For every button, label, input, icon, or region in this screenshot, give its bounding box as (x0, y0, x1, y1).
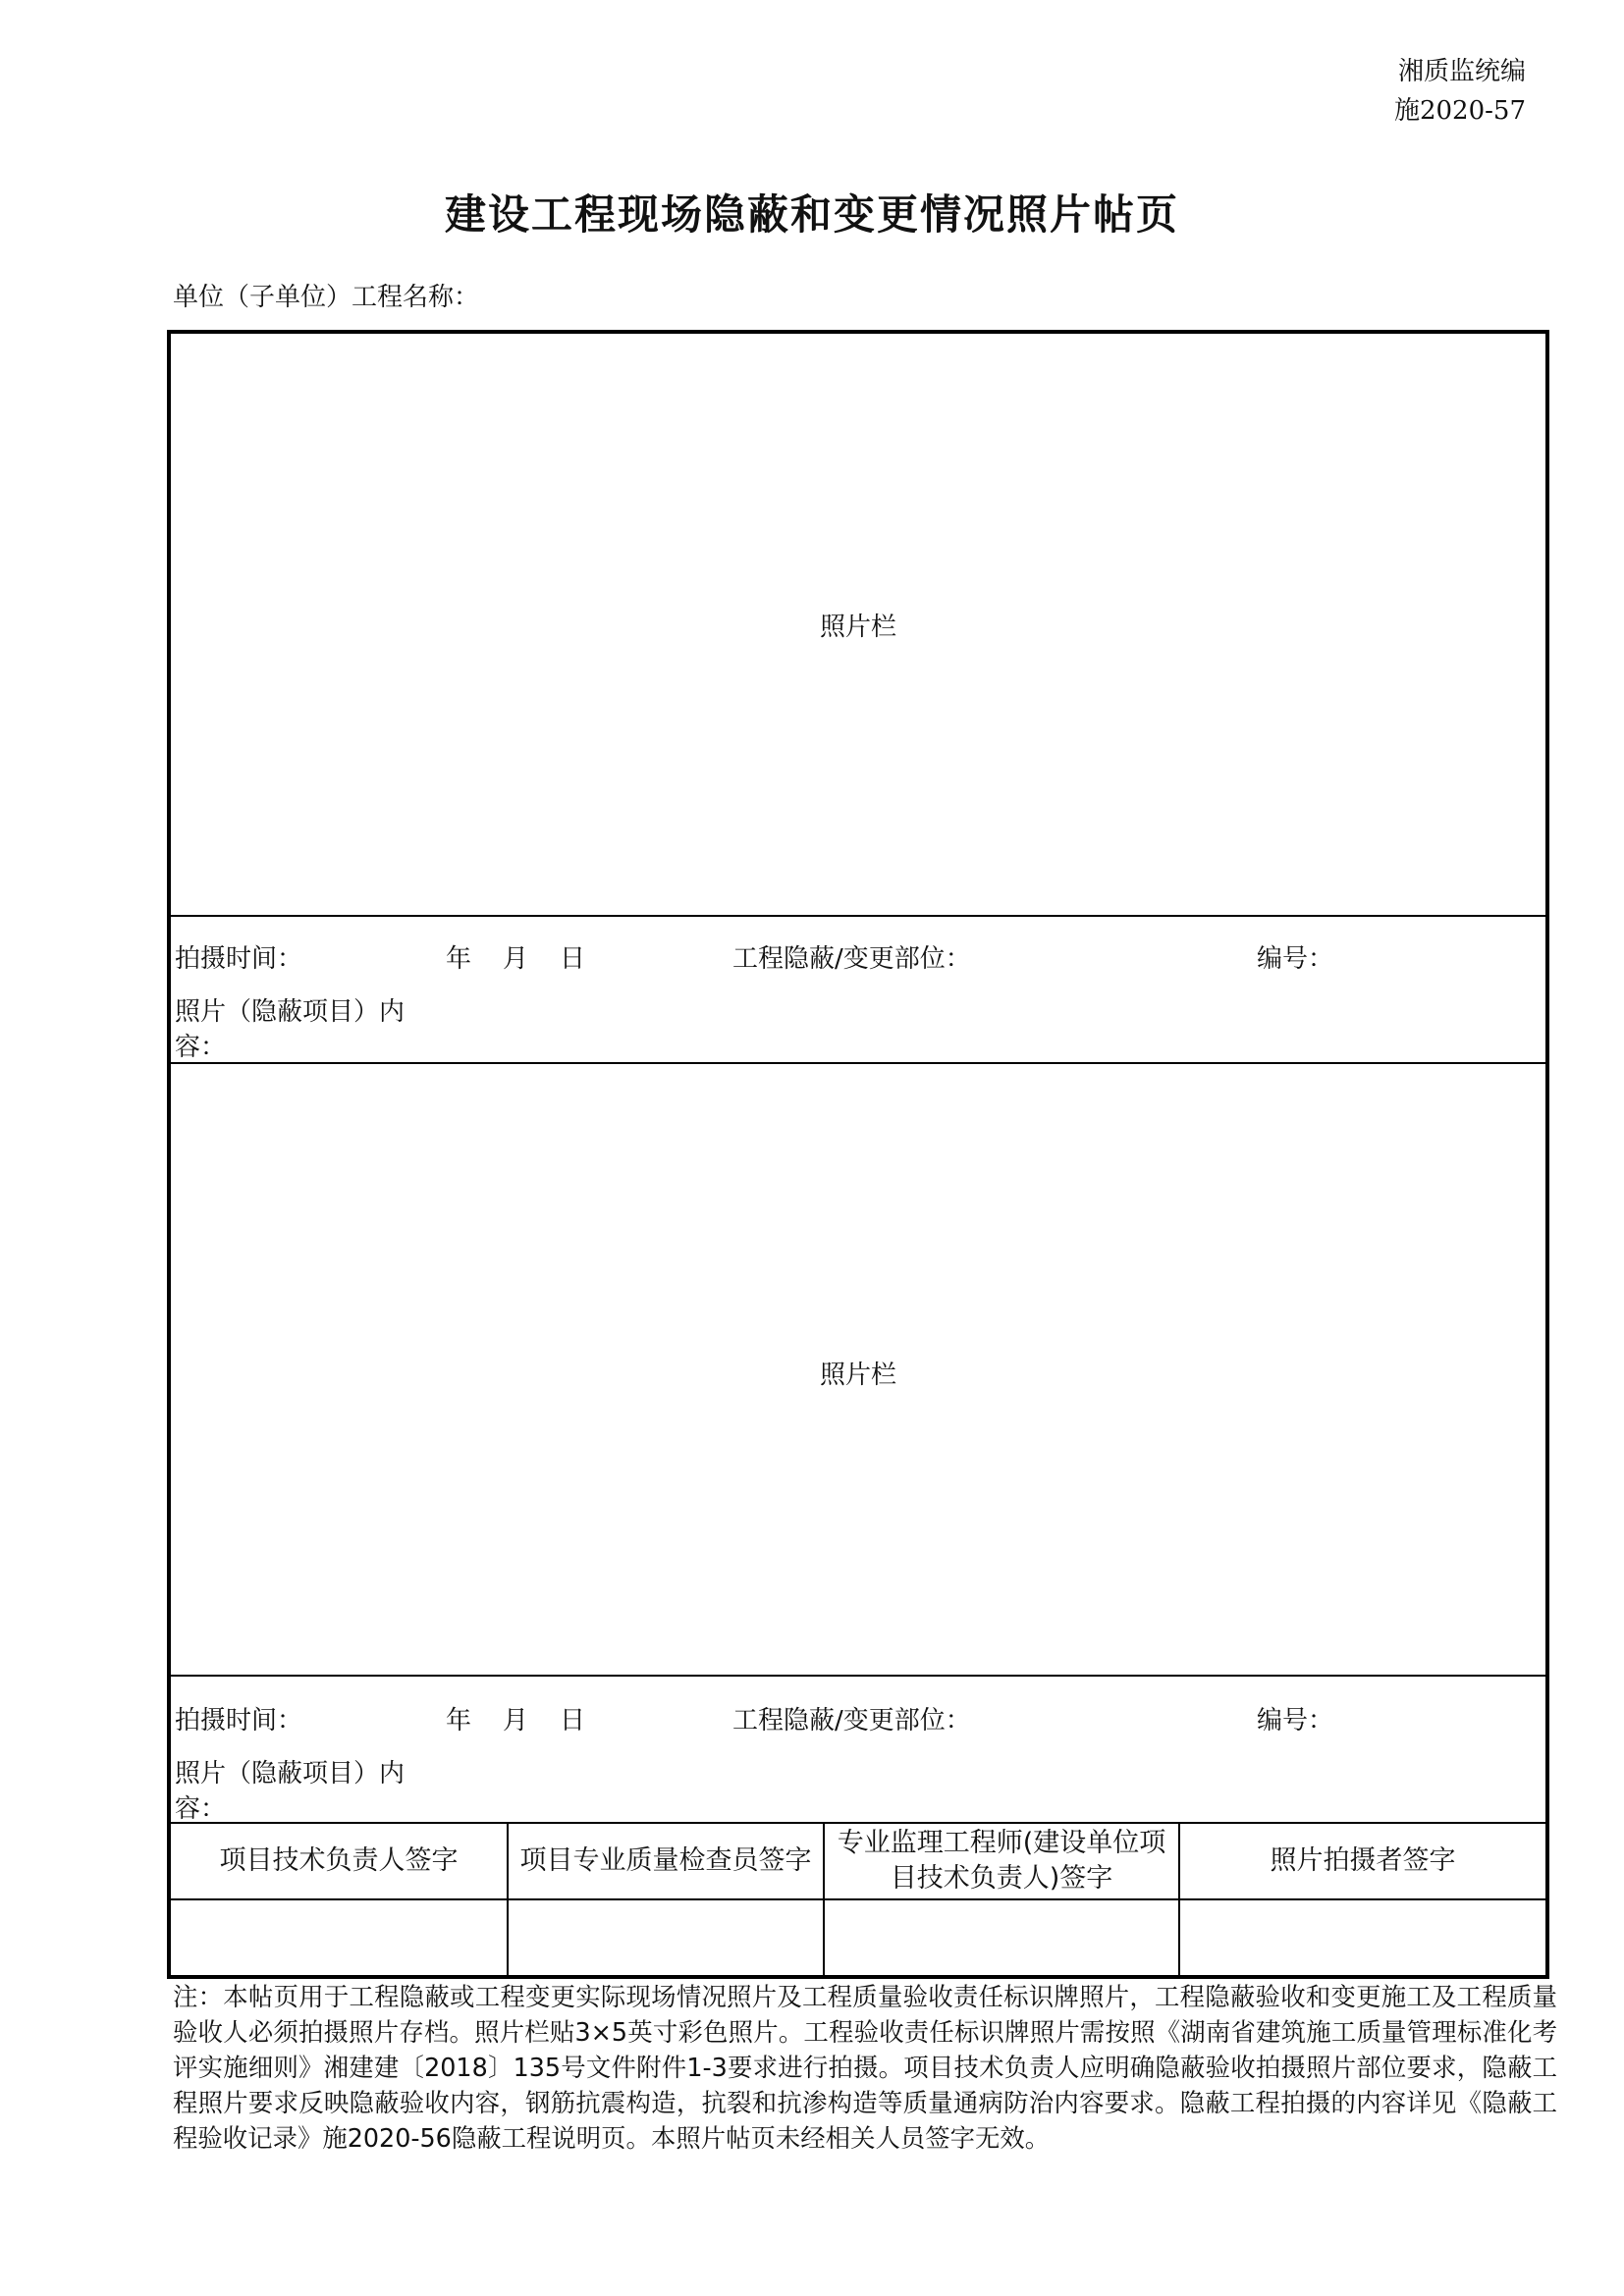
footnote: 注：本帖页用于工程隐蔽或工程变更实际现场情况照片及工程质量验收责任标识牌照片，工程隐蔽验收和变更施工及工程质量验收人必须拍摄照片存档。照片栏贴3×5英寸彩色照片。工程验收责任标识牌照片需按照《湖南省建筑施工质量管理标准化考评实施细则》湘建建〔2018〕135号文件附件1-3要求进行拍摄。项目技术负责人应明确隐蔽验收拍摄照片部位要求，隐蔽工程照片要求反映隐蔽验收内容，钢筋抗震构造，抗裂和抗渗构造等质量通病防治内容要求。隐蔽工程拍摄的内容详见《隐蔽工程验收记录》施2020-56隐蔽工程说明页。本照片帖页未经相关人员签字无效。 (173, 1982, 1557, 2153)
divider (171, 1062, 1545, 1064)
signature-field-photographer[interactable] (1180, 1900, 1545, 1979)
photo-area-2 (171, 1355, 1545, 1391)
divider (171, 1675, 1545, 1677)
photo-form-table (167, 330, 1549, 1979)
content-label-line1: 照片（隐蔽项目）内 (175, 1759, 406, 1789)
number-label: 编号： (1257, 944, 1334, 974)
divider (171, 915, 1545, 917)
number-label: 编号： (1257, 1706, 1334, 1735)
signature-field-supervisor[interactable] (825, 1900, 1178, 1979)
shoot-time-label: 拍摄时间： (175, 944, 303, 974)
page-title: 建设工程现场隐蔽和变更情况照片帖页 (444, 190, 1179, 239)
form-code: 施2020-57 (1393, 96, 1526, 126)
form-issuer: 湘质监统编 (1397, 57, 1526, 86)
signature-header-photographer: 照片拍摄者签字 (1270, 1845, 1456, 1876)
content-label-line2: 容： (175, 1794, 227, 1824)
content-label-line1: 照片（隐蔽项目）内 (175, 997, 406, 1027)
location-label: 工程隐蔽/变更部位： (732, 944, 971, 974)
month-label: 月 (503, 944, 529, 974)
photo-placeholder-label: 照片栏 (819, 613, 896, 642)
signature-header-quality-inspector: 项目专业质量检查员签字 (519, 1845, 812, 1876)
day-label: 日 (560, 944, 586, 974)
signature-field-quality-inspector[interactable] (509, 1900, 823, 1979)
content-label-line2: 容： (175, 1033, 227, 1062)
signature-header-supervisor: 专业监理工程师(建设单位项目技术负责人)签字 (837, 1828, 1166, 1894)
location-label: 工程隐蔽/变更部位： (732, 1706, 971, 1735)
year-label: 年 (446, 1706, 472, 1735)
photo-placeholder-label: 照片栏 (819, 1361, 896, 1390)
day-label: 日 (560, 1706, 586, 1735)
month-label: 月 (503, 1706, 529, 1735)
signature-field-tech-lead[interactable] (171, 1900, 507, 1979)
unit-project-name-label: 单位（子单位）工程名称： (173, 283, 480, 312)
signature-header-tech-lead: 项目技术负责人签字 (219, 1845, 459, 1876)
shoot-time-label: 拍摄时间： (175, 1706, 303, 1735)
photo-area-1 (171, 607, 1545, 643)
year-label: 年 (446, 944, 472, 974)
